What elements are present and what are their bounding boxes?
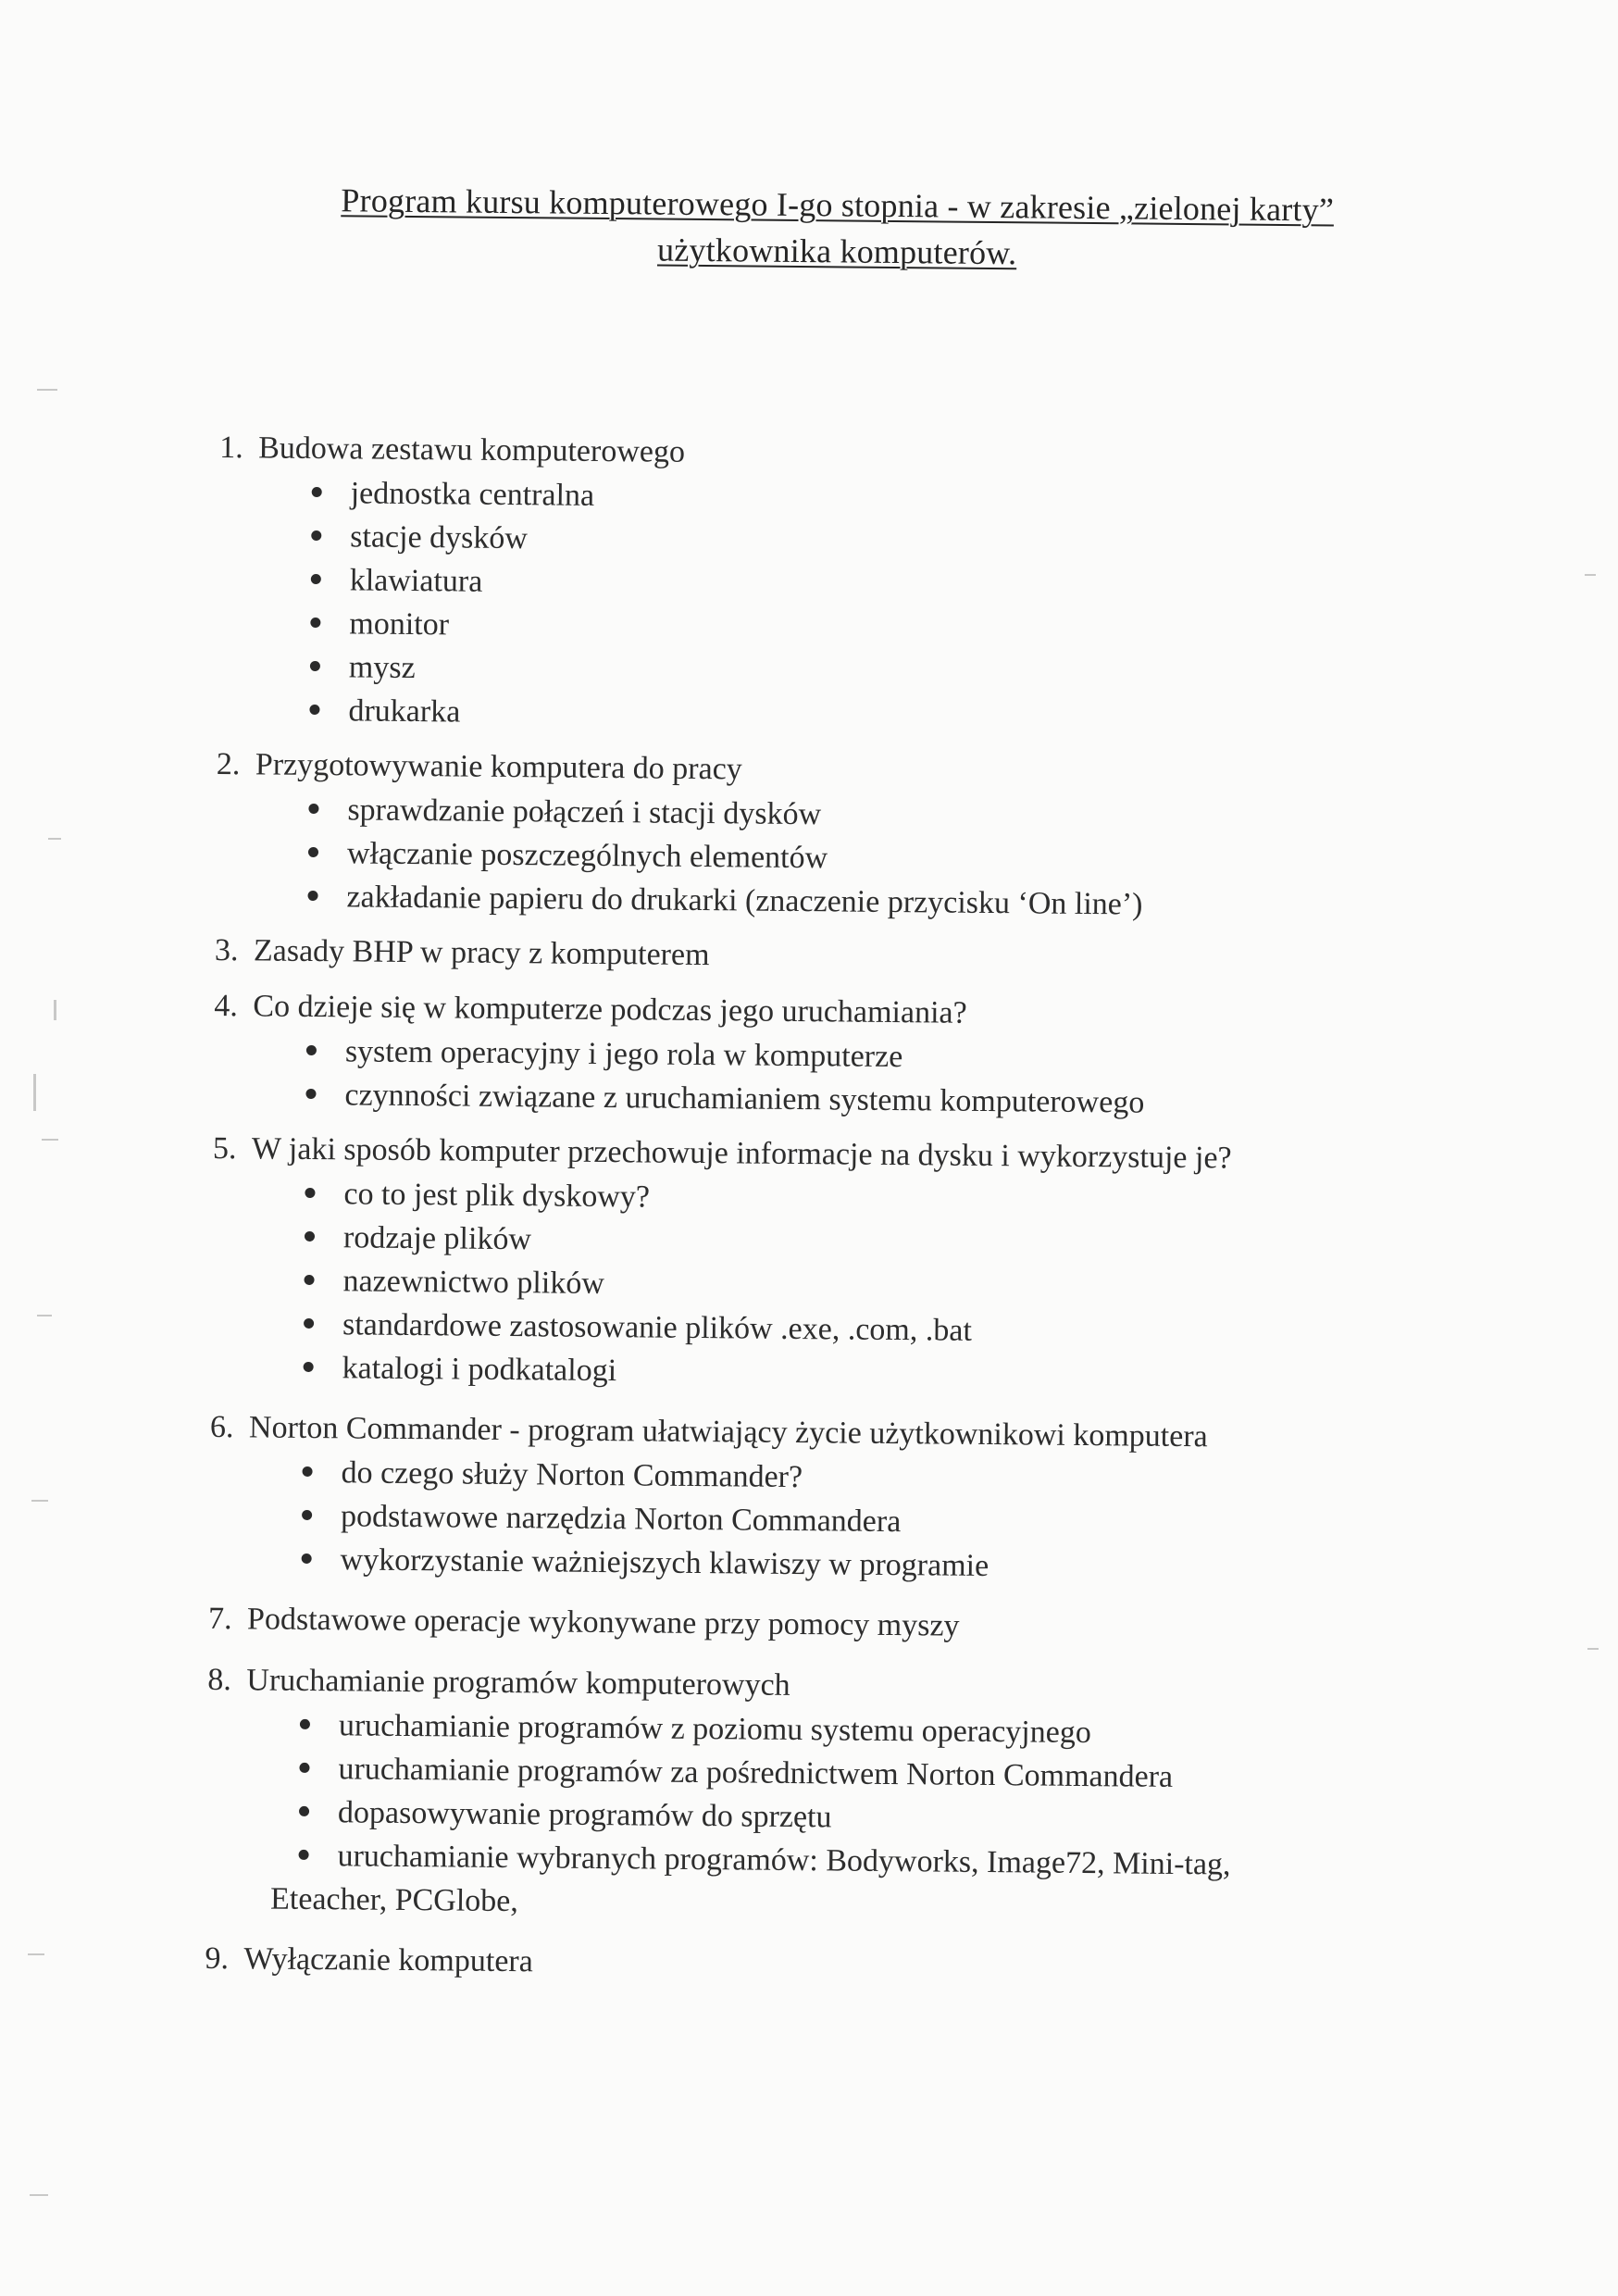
subtopic-label: monitor — [349, 606, 450, 643]
topic-number: 6. — [209, 1409, 234, 1445]
margin-mark — [48, 838, 61, 840]
subtopic-continuation: Eteacher, PCGlobe, — [269, 1881, 519, 1919]
subtopic-label: dopasowywanie programów do sprzętu — [337, 1795, 832, 1835]
margin-mark — [37, 389, 57, 391]
subtopic-list — [215, 787, 1419, 929]
bullet-icon — [299, 1763, 309, 1773]
topic-item — [213, 984, 1417, 1127]
bullet-icon — [302, 1510, 312, 1520]
topic-label: Budowa zestawu komputerowego — [258, 430, 686, 469]
topic-label: Uruchamianie programów komputerowych — [246, 1663, 790, 1703]
bullet-icon — [309, 705, 319, 715]
subtopic-item — [269, 1834, 1410, 1932]
bullet-icon — [305, 1188, 315, 1198]
margin-mark — [54, 1000, 56, 1020]
margin-mark — [42, 1139, 58, 1141]
margin-mark — [28, 1953, 44, 1955]
topic-number: 8. — [207, 1662, 232, 1698]
subtopic-label: włączanie poszczególnych elementów — [346, 836, 828, 876]
subtopic-label: uruchamianie programów za pośrednictwem Norton Commandera — [338, 1752, 1174, 1794]
title-line-2: użytkownika komputerów. — [656, 231, 1017, 272]
bullet-icon — [304, 1318, 314, 1329]
topic-number: 7. — [207, 1601, 232, 1637]
topic-label: W jaki sposób komputer przechowuje informacje na dysku i wykorzystuje je? — [251, 1131, 1232, 1176]
margin-mark — [1585, 574, 1596, 576]
bullet-icon — [308, 847, 318, 857]
subtopic-label: uruchamianie wybranych programów: Bodyworks, Image72, Mini-tag, — [337, 1839, 1231, 1882]
subtopic-label: nazewnictwo plików — [342, 1264, 605, 1302]
bullet-icon — [310, 618, 320, 628]
topic-number: 9. — [205, 1940, 230, 1977]
bullet-icon — [300, 1719, 310, 1729]
subtopic-list — [208, 1450, 1413, 1591]
topic-item — [215, 742, 1420, 929]
bullet-icon — [299, 1806, 309, 1816]
subtopic-label: do czego służy Norton Commander? — [341, 1455, 803, 1495]
topic-item — [205, 1658, 1412, 1931]
topic-number: 5. — [212, 1130, 237, 1167]
topic-number: 3. — [214, 932, 239, 968]
bullet-icon — [306, 1045, 317, 1055]
subtopic-label: zakładanie papieru do drukarki (znaczenie przycisku ‘On line’) — [346, 880, 1143, 922]
bullet-icon — [311, 574, 321, 584]
subtopic-label: mysz — [348, 650, 416, 686]
course-topics-list — [205, 426, 1423, 2000]
topic-label: Przygotowywanie komputera do pracy — [255, 747, 742, 787]
margin-mark — [1587, 1648, 1599, 1650]
subtopic-label: podstawowe narzędzia Norton Commandera — [340, 1499, 902, 1540]
subtopic-label: klawiatura — [349, 563, 483, 599]
subtopic-label: drukarka — [348, 693, 461, 730]
topic-item — [208, 1405, 1413, 1591]
bullet-icon — [305, 1275, 315, 1285]
subtopic-label: uruchamianie programów z poziomu systemu operacyjnego — [338, 1708, 1092, 1751]
bullet-icon — [312, 487, 322, 497]
title-line-1: Program kursu komputerowego I-go stopnia - w zakresie „zielonej karty” — [341, 181, 1335, 229]
topic-number: 4. — [214, 988, 239, 1024]
subtopic-label: rodzaje plików — [342, 1220, 532, 1257]
margin-mark — [33, 1074, 36, 1111]
subtopic-label: stacje dysków — [350, 519, 529, 556]
bullet-icon — [311, 530, 321, 541]
bullet-icon — [308, 804, 318, 814]
subtopic-label: jednostka centralna — [350, 476, 595, 513]
subtopic-label: sprawdzanie połączeń i stacji dysków — [347, 792, 822, 832]
topic-item — [205, 1937, 1408, 1992]
document-page — [204, 176, 1425, 2131]
subtopic-label: standardowe zastosowanie plików .exe, .com, .bat — [342, 1307, 973, 1348]
bullet-icon — [299, 1850, 309, 1860]
subtopic-list — [205, 1703, 1411, 1931]
document-title — [254, 176, 1421, 280]
margin-mark — [37, 1315, 52, 1316]
topic-item — [215, 929, 1418, 984]
bullet-icon — [302, 1554, 312, 1564]
bullet-icon — [305, 1231, 315, 1242]
subtopic-label: system operacyjny i jego rola w komputerze — [344, 1034, 903, 1075]
topic-label: Zasady BHP w pracy z komputerem — [253, 933, 710, 973]
bullet-icon — [305, 1089, 316, 1099]
subtopic-label: katalogi i podkatalogi — [342, 1351, 617, 1389]
bullet-icon — [310, 661, 320, 671]
topic-item — [210, 1127, 1416, 1400]
topic-label: Co dzieje się w komputerze podczas jego uruchamiania? — [253, 989, 967, 1030]
topic-label: Wyłączanie komputera — [243, 1941, 533, 1979]
bullet-icon — [303, 1466, 313, 1477]
topic-number: 1. — [219, 430, 243, 466]
margin-mark — [31, 1500, 48, 1502]
subtopic-label: czynności związane z uruchamianiem systemu komputerowego — [344, 1078, 1145, 1120]
topic-item — [208, 1597, 1412, 1653]
margin-mark — [30, 2194, 48, 2196]
subtopic-label: wykorzystanie ważniejszych klawiszy w programie — [340, 1542, 989, 1584]
subtopic-label: co to jest plik dyskowy? — [343, 1177, 651, 1215]
topic-item — [217, 426, 1423, 742]
topic-label: Podstawowe operacje wykonywane przy pomocy myszy — [246, 1602, 960, 1643]
subtopic-list — [217, 470, 1423, 742]
bullet-icon — [304, 1362, 314, 1372]
topic-label: Norton Commander - program ułatwiający życie użytkownikowi komputera — [248, 1410, 1208, 1454]
subtopic-list — [213, 1029, 1417, 1127]
subtopic-list — [210, 1171, 1415, 1400]
topic-number: 2. — [216, 746, 241, 782]
bullet-icon — [307, 891, 317, 901]
